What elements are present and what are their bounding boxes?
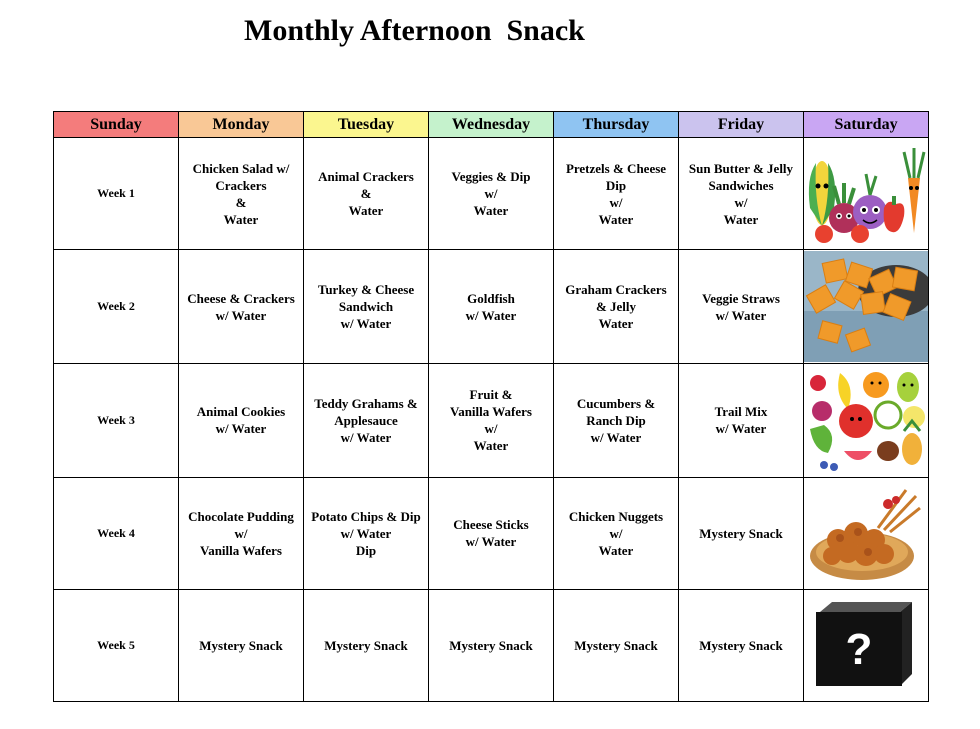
week-row bbox=[54, 138, 929, 250]
snack-line: Cheese & Crackers bbox=[187, 290, 295, 306]
snack-line: Chocolate Pudding bbox=[188, 508, 294, 524]
snack-cell-wednesday bbox=[429, 364, 554, 477]
snack-line: w/ Water bbox=[715, 307, 767, 323]
snack-line: Water bbox=[473, 203, 509, 219]
snack-cell-monday bbox=[179, 138, 304, 250]
cartoon-vegetables-image bbox=[804, 138, 929, 250]
snack-cell-thursday bbox=[554, 138, 679, 250]
snack-line: & bbox=[360, 186, 372, 202]
snack-line: Sandwiches bbox=[708, 177, 774, 193]
mystery-box-image bbox=[804, 589, 929, 701]
snack-cell-monday bbox=[179, 250, 304, 364]
snack-line: Water bbox=[223, 211, 259, 227]
snack-line: Sun Butter & Jelly bbox=[688, 160, 794, 176]
snack-calendar-table bbox=[53, 111, 929, 702]
snack-line: w/ Water bbox=[590, 429, 642, 445]
snack-line: w/ Water bbox=[340, 525, 392, 541]
snack-line: Animal Cookies bbox=[196, 404, 286, 420]
snack-cell-thursday bbox=[554, 250, 679, 364]
week-label: Week 4 bbox=[54, 477, 179, 589]
snack-cell-friday bbox=[679, 138, 804, 250]
week-row bbox=[54, 589, 929, 701]
snack-line: w/ bbox=[609, 194, 623, 210]
cartoon-fruits-image bbox=[804, 364, 929, 477]
snack-cell-wednesday bbox=[429, 138, 554, 250]
snack-line: w/ Water bbox=[465, 534, 517, 550]
snack-line: Water bbox=[598, 542, 634, 558]
week-label: Week 5 bbox=[54, 589, 179, 701]
day-header-saturday: Saturday bbox=[804, 112, 929, 138]
snack-line: w/ Water bbox=[715, 421, 767, 437]
snack-line: Dip bbox=[605, 177, 627, 193]
day-header-wednesday: Wednesday bbox=[429, 112, 554, 138]
snack-line: Goldfish bbox=[467, 290, 515, 306]
snack-line: Water bbox=[723, 211, 759, 227]
snack-line: Mystery Snack bbox=[324, 637, 408, 653]
snack-line: Teddy Grahams & bbox=[314, 395, 418, 411]
day-header-tuesday: Tuesday bbox=[304, 112, 429, 138]
snack-line: w/ Water bbox=[465, 307, 517, 323]
snack-line: Applesauce bbox=[334, 412, 398, 428]
snack-line: & Jelly bbox=[595, 299, 637, 315]
snack-cell-wednesday bbox=[429, 477, 554, 589]
snack-cell-monday bbox=[179, 364, 304, 477]
snack-cell-monday bbox=[179, 589, 304, 701]
snack-cell-friday bbox=[679, 589, 804, 701]
snack-line: w/ Water bbox=[215, 421, 267, 437]
snack-cell-tuesday bbox=[304, 138, 429, 250]
week-label: Week 3 bbox=[54, 364, 179, 477]
snack-line: Trail Mix bbox=[714, 404, 768, 420]
snack-line: Ranch Dip bbox=[586, 412, 646, 428]
week-label: Week 1 bbox=[54, 138, 179, 250]
snack-cell-thursday bbox=[554, 364, 679, 477]
snack-line: Veggie Straws bbox=[702, 290, 780, 306]
snack-line: Mystery Snack bbox=[574, 637, 658, 653]
question-mark-icon: ? bbox=[845, 624, 873, 674]
snack-line: Mystery Snack bbox=[699, 637, 783, 653]
snack-line: Water bbox=[598, 316, 634, 332]
week-row bbox=[54, 477, 929, 589]
snack-cell-tuesday bbox=[304, 589, 429, 701]
snack-line: w/ bbox=[734, 194, 748, 210]
snack-line: w/ Water bbox=[215, 307, 267, 323]
snack-cell-thursday bbox=[554, 589, 679, 701]
snack-cell-thursday bbox=[554, 477, 679, 589]
snack-cell-friday bbox=[679, 364, 804, 477]
snack-line: Potato Chips & Dip bbox=[311, 508, 421, 524]
snack-line: Turkey & Cheese bbox=[317, 282, 415, 298]
chicken-nuggets-image bbox=[804, 477, 929, 589]
snack-cell-wednesday bbox=[429, 589, 554, 701]
day-header-sunday: Sunday bbox=[54, 112, 179, 138]
snack-line: w/ Water bbox=[340, 429, 392, 445]
snack-line: w/ bbox=[609, 525, 623, 541]
snack-line: & bbox=[235, 194, 247, 210]
snack-line: w/ bbox=[234, 525, 248, 541]
snack-line: Mystery Snack bbox=[449, 637, 533, 653]
snack-line: Water bbox=[348, 203, 384, 219]
snack-line: Vanilla Wafers bbox=[450, 404, 532, 420]
snack-cell-wednesday bbox=[429, 250, 554, 364]
snack-line: Mystery Snack bbox=[199, 637, 283, 653]
snack-line: Cheese Sticks bbox=[453, 517, 529, 533]
cheese-crackers-image bbox=[804, 250, 929, 364]
snack-line: Animal Crackers bbox=[318, 169, 414, 185]
day-header-friday: Friday bbox=[679, 112, 804, 138]
snack-line: Pretzels & Cheese bbox=[565, 160, 667, 176]
snack-line: Graham Crackers bbox=[565, 282, 667, 298]
snack-cell-friday bbox=[679, 477, 804, 589]
snack-line: Water bbox=[473, 438, 509, 454]
snack-line: Chicken Nuggets bbox=[568, 508, 664, 524]
snack-line: Chicken Salad w/ bbox=[192, 160, 290, 176]
snack-cell-tuesday bbox=[304, 364, 429, 477]
snack-line: w/ Water bbox=[340, 316, 392, 332]
snack-line: Water bbox=[598, 211, 634, 227]
snack-line: Dip bbox=[355, 542, 377, 558]
week-label: Week 2 bbox=[54, 250, 179, 364]
snack-line: Fruit & bbox=[469, 387, 513, 403]
snack-cell-tuesday bbox=[304, 250, 429, 364]
snack-cell-tuesday bbox=[304, 477, 429, 589]
day-header-row bbox=[54, 112, 929, 138]
day-header-thursday: Thursday bbox=[554, 112, 679, 138]
week-row bbox=[54, 250, 929, 364]
snack-line: Cucumbers & bbox=[576, 395, 656, 411]
snack-line: Veggies & Dip bbox=[451, 169, 531, 185]
snack-line: Crackers bbox=[215, 177, 267, 193]
snack-line: w/ bbox=[484, 186, 498, 202]
day-header-monday: Monday bbox=[179, 112, 304, 138]
snack-line: Mystery Snack bbox=[699, 525, 783, 541]
snack-cell-monday bbox=[179, 477, 304, 589]
page-title: Monthly Afternoon Snack bbox=[244, 14, 585, 47]
snack-line: w/ bbox=[484, 421, 498, 437]
snack-line: Sandwich bbox=[338, 299, 394, 315]
snack-cell-friday bbox=[679, 250, 804, 364]
week-row bbox=[54, 364, 929, 477]
snack-line: Vanilla Wafers bbox=[200, 542, 282, 558]
